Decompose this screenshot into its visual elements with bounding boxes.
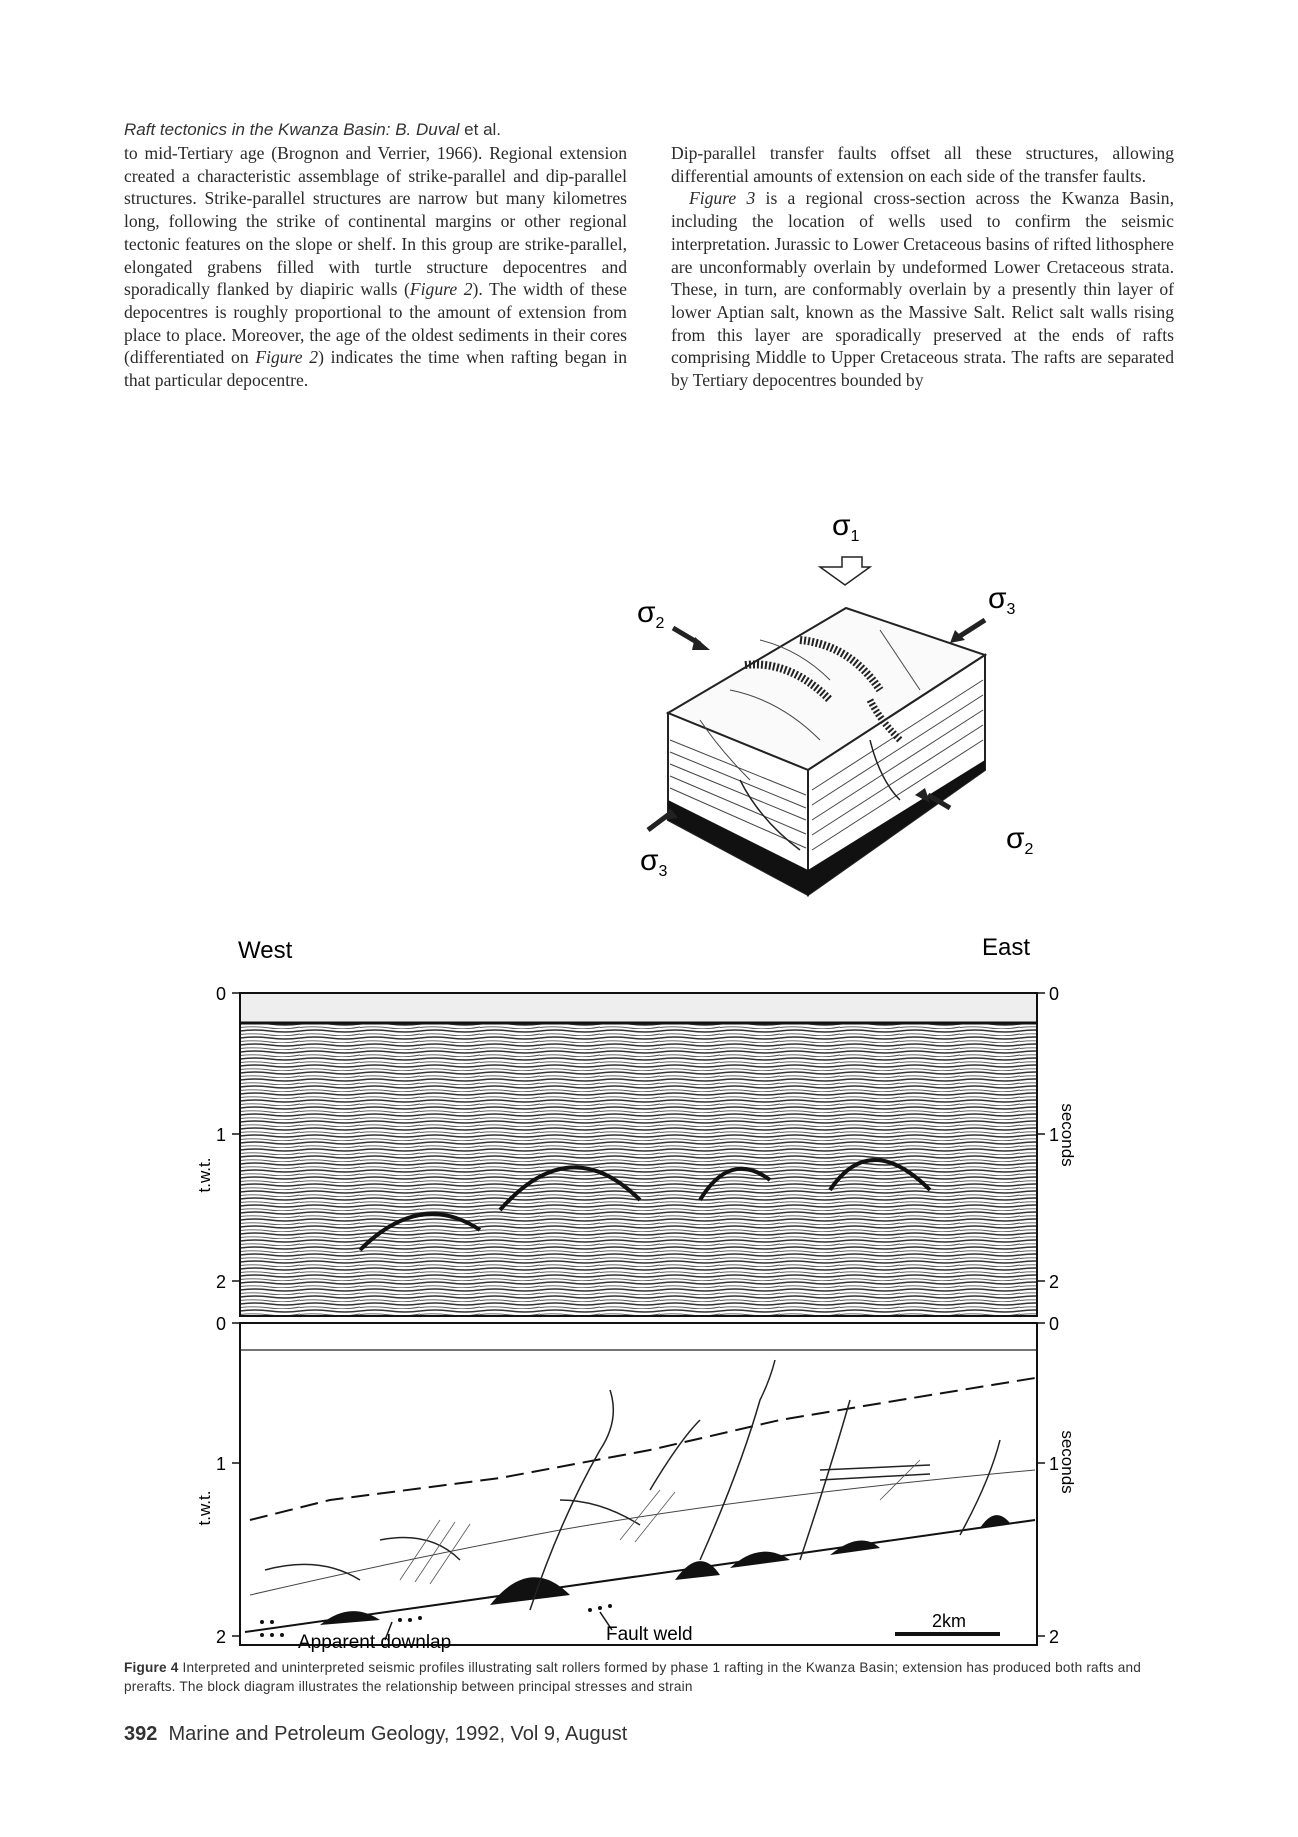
block-diagram (637, 509, 1034, 895)
left-text-3: ) indicates the time when rafting began in that particular depocentre. (124, 347, 627, 391)
left-text-1: to mid-Tertiary age (Brognon and Verrier, 1966). Regional extension created a characteristic assemblage of strike-parallel and dip-parallel structures. Strike-parallel structures are narrow but many kilometres long, following the strike of continental margins or other regional tectonic features on the slope or shelf. In this group are strike-parallel, elongated grabens filled with turtle structure depocentres and sporadically flanked by diapiric walls ( (124, 143, 627, 300)
tick-2-left: 2 (216, 1272, 227, 1292)
interpreted-section (195, 1314, 1077, 1653)
tick-1-right: 1 (1049, 1125, 1060, 1145)
seconds-axis-title: seconds (1058, 1430, 1077, 1494)
figure-ref: Figure 3 (689, 188, 756, 209)
tick-0-left: 0 (216, 1314, 227, 1334)
sigma1-label: $\sigma_1$ (832, 509, 860, 545)
tick-0-right: 0 (1049, 984, 1060, 1004)
right-text: is a regional cross-section across the Kwanza Basin, including the location of wells used to confirm the seismic interpretation. Jurassic to Lower Cretaceous basins of rifted lithosphere are unconformably overlain by undeformed Lower Cretaceous strata. These, in turn, are conformably overlain by a presently thin layer of lower Aptian salt, known as the Massive Salt. Relict salt walls rising from this layer are sporadically preserved at the ends of rafts comprising Middle to Upper Cretaceous strata. The rafts are separated by Tertiary depocentres bounded by (671, 188, 1174, 391)
running-header-etal: et al. (459, 120, 502, 139)
tick-2-right: 2 (1049, 1272, 1060, 1292)
tick-2-left: 2 (216, 1627, 227, 1647)
sigma3-label-right: $\sigma_3$ (988, 582, 1016, 618)
seismic-image (240, 993, 1037, 1316)
tick-1-right: 1 (1049, 1454, 1060, 1474)
left-text-2: ). The width of these depocentres is roughly proportional to the amount of extension from place to place. Moreover, the age of the oldest sediments in their cores (differentiated on (124, 279, 627, 368)
twt-axis-title: t.w.t. (195, 1490, 214, 1526)
seconds-axis-title: seconds (1058, 1103, 1077, 1167)
running-header-title: Raft tectonics in the Kwanza Basin: B. Duval (124, 120, 460, 139)
west-label: West (238, 937, 293, 964)
sigma3-label-left: $\sigma_3$ (640, 844, 668, 880)
figure-ref: Figure 2 (409, 279, 473, 300)
sigma2-label-right: $\sigma_2$ (1006, 822, 1034, 858)
page-number: 392 (124, 1723, 158, 1745)
fault-weld-label: Fault weld (606, 1624, 693, 1645)
tick-0-left: 0 (216, 984, 227, 1004)
east-label: East (982, 934, 1031, 961)
figure-label: Figure 4 (124, 1660, 179, 1675)
scale-bar-label: 2km (932, 1611, 967, 1631)
right-paragraph-1: Dip-parallel transfer faults offset all these structures, allowing differential amounts of extension on each side of the transfer faults. (671, 143, 1174, 186)
journal-citation: Marine and Petroleum Geology, 1992, Vol 9, August (168, 1723, 628, 1745)
tick-2-right: 2 (1049, 1627, 1060, 1647)
apparent-downlap-label: Apparent downlap (298, 1632, 452, 1653)
figure-ref: Figure 2 (255, 347, 319, 368)
tick-1-left: 1 (216, 1454, 227, 1474)
sigma2-label-left: $\sigma_2$ (637, 596, 665, 632)
seismic-profile (195, 934, 1077, 1316)
figure-caption (124, 1658, 1172, 1696)
tick-1-left: 1 (216, 1125, 227, 1145)
page-footer (124, 1723, 627, 1746)
twt-axis-title: t.w.t. (195, 1157, 214, 1193)
caption-text: Interpreted and uninterpreted seismic profiles illustrating salt rollers formed by phase 1 rafting in the Kwanza Basin; extension has produced both rafts and prerafts. The block diagram illustrates the relationship between principal stresses and strain (124, 1660, 1142, 1694)
tick-0-right: 0 (1049, 1314, 1060, 1334)
